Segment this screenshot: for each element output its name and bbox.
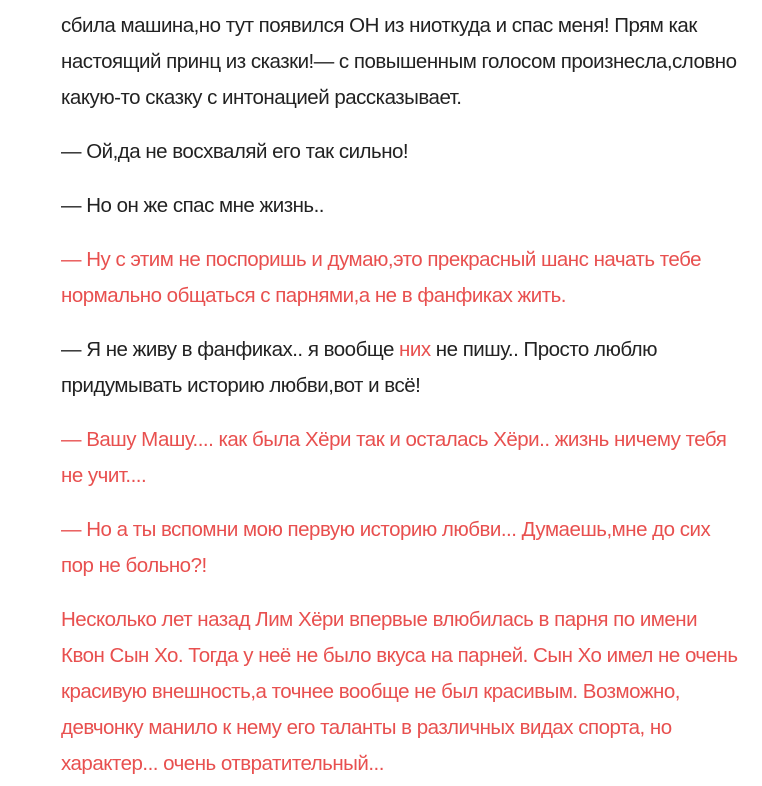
paragraph-6 — [61, 422, 738, 494]
paragraph-4-text: — Ну с этим не поспоришь и думаю,это прекрасный шанс начать тебе нормально общаться с парнями,а не в фанфиках жить. — [61, 248, 701, 307]
paragraph-1 — [61, 8, 738, 116]
paragraph-5 — [61, 332, 738, 404]
paragraph-2 — [61, 134, 738, 170]
paragraph-7 — [61, 512, 738, 584]
paragraph-5-highlight: них — [399, 338, 431, 361]
paragraph-8 — [61, 602, 738, 782]
paragraph-8-text: Несколько лет назад Лим Хёри впервые влюбилась в парня по имени Квон Сын Хо. Тогда у неё не было вкуса на парней. Сын Хо имел не очень красивую внешность,а точнее вообще не был красивым. Возможно, девчонку манило к нему его таланты в различных видах спорта, но характер... очень отвратительный... — [61, 608, 738, 775]
paragraph-5-text-start: — Я не живу в фанфиках.. я вообще — [61, 338, 400, 361]
paragraph-3-text: — Но он же спас мне жизнь.. — [61, 194, 324, 217]
paragraph-7-text: — Но а ты вспомни мою первую историю любви... Думаешь,мне до сих пор не больно?! — [61, 518, 711, 577]
paragraph-2-text: — Ой,да не восхваляй его так сильно! — [61, 140, 409, 163]
paragraph-3 — [61, 188, 738, 224]
paragraph-5-text-end: не пишу.. Просто люблю придумывать историю любви,вот и всё! — [61, 338, 658, 397]
paragraph-6-text: — Вашу Машу.... как была Хёри так и осталась Хёри.. жизнь ничему тебя не учит.... — [61, 428, 727, 487]
paragraph-1-text: сбила машина,но тут появился ОН из ниоткуда и спас меня! Прям как настоящий принц из сказки!— с повышенным голосом произнесла,словно какую-то сказку с интонацией рассказывает. — [61, 14, 737, 109]
paragraph-4 — [61, 242, 738, 314]
